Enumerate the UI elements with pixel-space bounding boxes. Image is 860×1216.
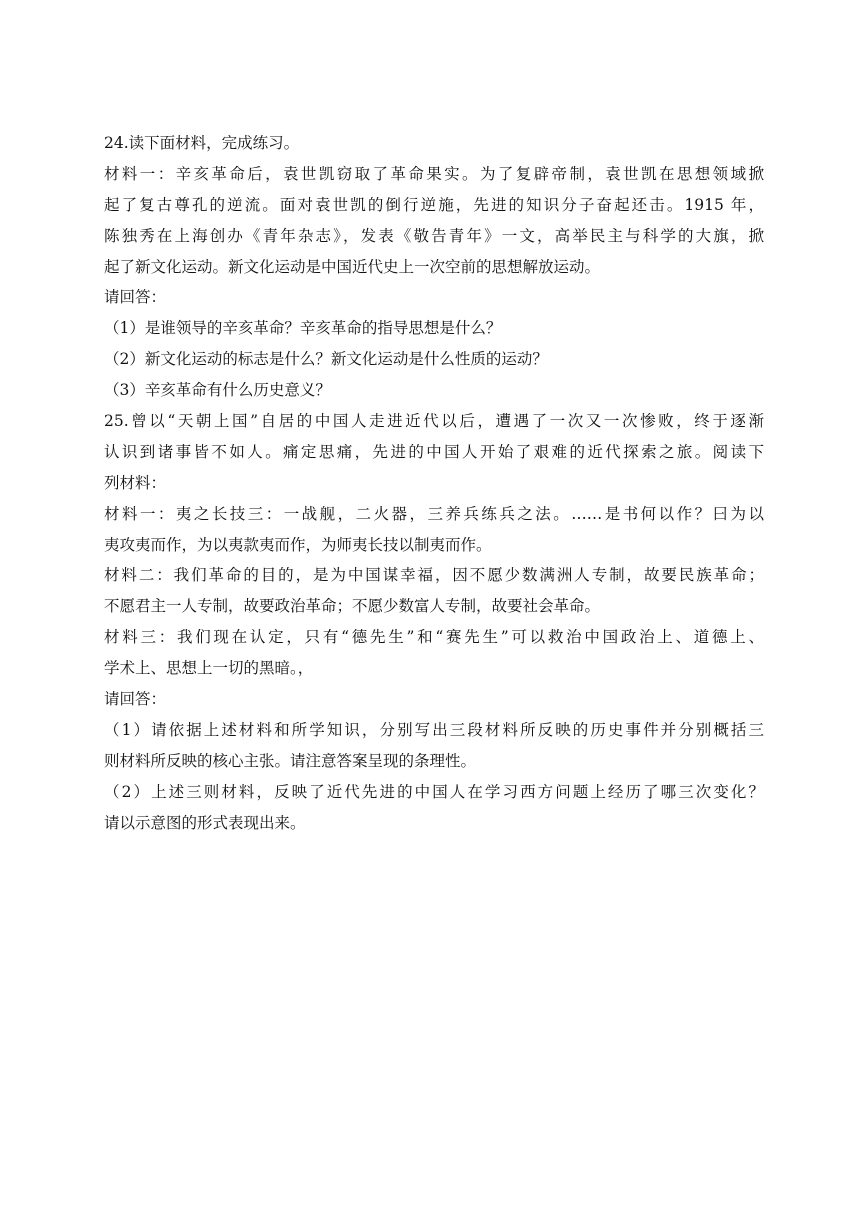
q24-title: 24.读下面材料，完成练习。 bbox=[104, 134, 300, 152]
q24-material1-line: 起了新文化运动。新文化运动是中国近代史上一次空前的思想解放运动。 bbox=[104, 257, 601, 276]
q25-material3-line: 学术上、思想上一切的黑暗。， bbox=[104, 659, 314, 678]
q24-question-1: （1）是谁领导的辛亥革命？辛亥革命的指导思想是什么？ bbox=[104, 319, 502, 338]
q25-question2-line: （2）上述三则材料，反映了近代先进的中国人在学习西方问题上经历了哪三次变化？ bbox=[104, 782, 764, 801]
q25-intro-line: 25.曾以“天朝上国”自居的中国人走进近代以后，遭遇了一次又一次惨败，终于逐渐 bbox=[104, 412, 764, 431]
q25-prompt: 请回答： bbox=[104, 690, 167, 709]
q25-material2-line: 材料二：我们革命的目的，是为中国谋幸福，因不愿少数满洲人专制，故要民族革命； bbox=[104, 566, 764, 585]
q25-question1-line: （1）请依据上述材料和所学知识，分别写出三段材料所反映的历史事件并分别概括三 bbox=[104, 720, 764, 739]
q24-material1-line: 起了复古尊孔的逆流。面对袁世凯的倒行逆施，先进的知识分子奋起还击。1915 年， bbox=[104, 195, 764, 214]
q25-question2-line: 请以示意图的形式表现出来。 bbox=[104, 813, 306, 832]
q24-question-2: （2）新文化运动的标志是什么？新文化运动是什么性质的运动？ bbox=[104, 350, 548, 369]
q25-intro-line: 列材料： bbox=[104, 473, 167, 492]
q24-prompt: 请回答： bbox=[104, 288, 167, 307]
q24-question-3: （3）辛亥革命有什么历史意义？ bbox=[104, 381, 331, 400]
q25-material3-line: 材料三：我们现在认定，只有“德先生”和“赛先生”可以救治中国政治上、道德上、 bbox=[104, 628, 764, 647]
q25-question1-line: 则材料所反映的核心主张。请注意答案呈现的条理性。 bbox=[104, 751, 477, 770]
q25-material1-line: 材料一：夷之长技三：一战舰，二火器，三养兵练兵之法。……是书何以作？曰为以 bbox=[104, 504, 764, 523]
q24-material1-line: 陈独秀在上海创办《青年杂志》，发表《敬告青年》一文，高举民主与科学的大旗，掀 bbox=[104, 226, 764, 245]
q25-material2-line: 不愿君主一人专制，故要政治革命；不愿少数富人专制，故要社会革命。 bbox=[104, 597, 601, 616]
q25-material1-line: 夷攻夷而作，为以夷款夷而作，为师夷长技以制夷而作。 bbox=[104, 535, 492, 554]
exam-content bbox=[104, 128, 764, 838]
q25-intro-line: 认识到诸事皆不如人。痛定思痛，先进的中国人开始了艰难的近代探索之旅。阅读下 bbox=[104, 442, 764, 461]
q24-material1-line: 材料一：辛亥革命后，袁世凯窃取了革命果实。为了复辟帝制，袁世凯在思想领域掀 bbox=[104, 164, 764, 183]
